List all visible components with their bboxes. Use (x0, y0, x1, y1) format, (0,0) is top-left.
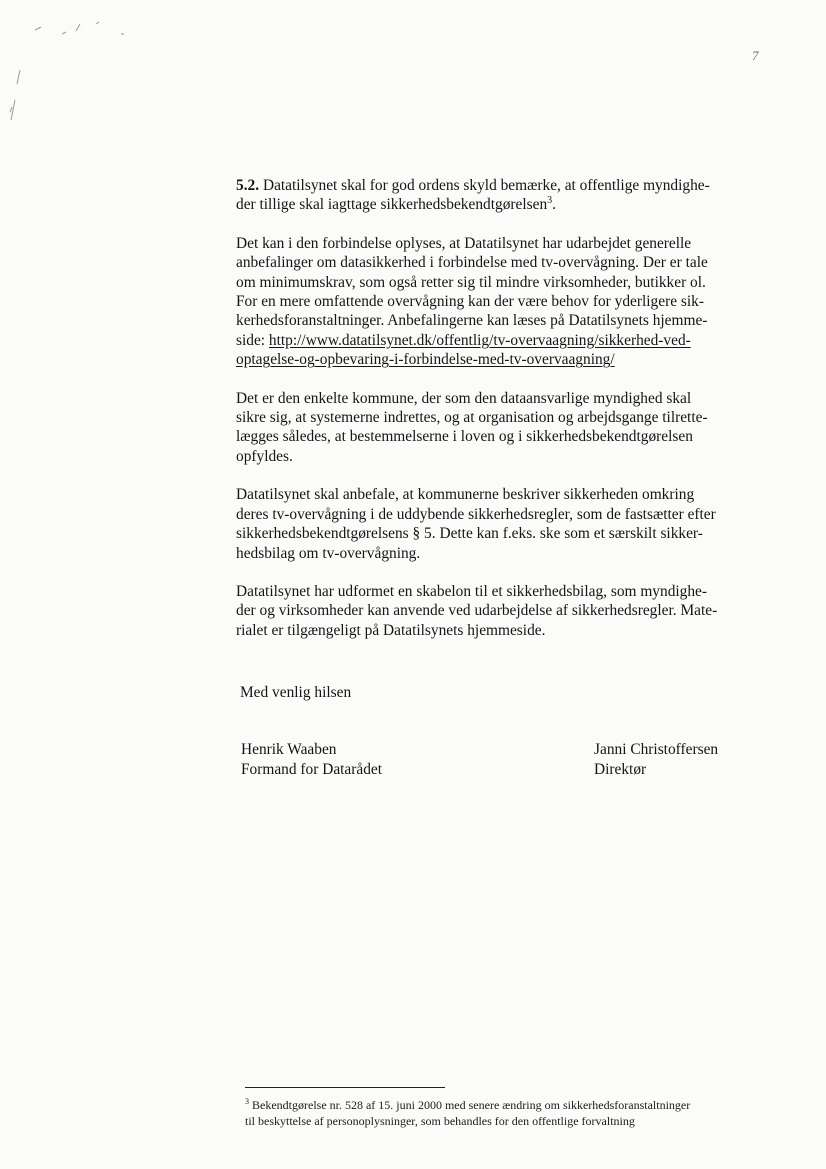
datatilsynet-link-part-2[interactable]: optagelse-og-opbevaring-i-forbindelse-med-tv-overvaagning/ (236, 351, 615, 369)
paragraph-line: sikre sig, at systemerne indrettes, og at organisation og arbejdsgange tilrette- (236, 409, 708, 427)
paragraph-line: rialet er tilgængeligt på Datatilsynets hjemmeside. (236, 621, 546, 639)
section-5-2 (236, 176, 768, 215)
link-line-1 (236, 331, 768, 350)
signatory-right-name: Janni Christoffersen (594, 741, 719, 758)
paragraph-line: Det er den enkelte kommune, der som den dataansvarlige myndighed skal (236, 389, 692, 407)
footnote-divider (245, 1087, 445, 1088)
signatory-left-name: Henrik Waaben (241, 741, 337, 758)
section-number: 5.2. (236, 177, 260, 194)
section-5-2-line-2-text: der tillige skal iagttage sikkerhedsbekendtgørelsen (236, 196, 548, 214)
footnote-reference[interactable]: 3 (547, 195, 553, 207)
paragraph-line: anbefalinger om datasikkerhed i forbindelse med tv-overvågning. Der er tale (236, 254, 708, 272)
datatilsynet-link-part-1[interactable]: http://www.datatilsynet.dk/offentlig/tv-overvaagning/sikkerhed-ved- (268, 331, 691, 349)
signatory-left-title: Formand for Datarådet (241, 761, 383, 778)
section-5-2-line-2 (236, 195, 768, 214)
footnote-marker: 3 (245, 1097, 249, 1106)
paragraph-recommendations (236, 234, 768, 370)
footnote-line-1 (245, 1097, 785, 1113)
paragraph-line: deres tv-overvågning i de uddybende sikkerhedsregler, som de fastsætter efter (236, 505, 716, 523)
scan-marks (0, 0, 826, 140)
paragraph-line: kerhedsforanstaltninger. Anbefalingerne kan læses på Datatilsynets hjemme- (236, 312, 708, 330)
paragraph-responsibility (236, 389, 768, 467)
paragraph-line: Datatilsynet skal anbefale, at kommunerne beskriver sikkerheden omkring (236, 486, 695, 504)
signatory-right (594, 740, 718, 780)
footnote-line-2: til beskyttelse af personoplysninger, som behandles for den offentlige forvaltning (245, 1114, 635, 1128)
paragraph-line: sikkerhedsbekendtgørelsens § 5. Dette kan f.eks. ske som et særskilt sikker- (236, 525, 703, 543)
paragraph-line: lægges således, at bestemmelserne i loven og i sikkerhedsbekendtgørelsen (236, 428, 693, 446)
paragraph-line: hedsbilag om tv-overvågning. (236, 544, 421, 562)
page-mark: 7 (752, 48, 759, 63)
paragraph-line: Datatilsynet har udformet en skabelon til et sikkerhedsbilag, som myndighe- (236, 582, 708, 600)
section-5-2-period: . (552, 196, 556, 214)
signatory-right-title: Direktør (594, 761, 647, 778)
paragraph-line: der og virksomheder kan anvende ved udarbejdelse af sikkerhedsregler. Mate- (236, 602, 718, 620)
section-5-2-text: Datatilsynet skal for god ordens skyld bemærke, at offentlige myndighe- (262, 177, 710, 194)
paragraph-line: Det kan i den forbindelse oplyses, at Datatilsynet har udarbejdet generelle (236, 234, 692, 252)
footnote (245, 1097, 785, 1129)
signatory-left (241, 740, 382, 780)
paragraph-template (236, 582, 768, 640)
paragraph-line: om minimumskrav, som også retter sig til mindre virksomheder, butikker ol. (236, 273, 706, 291)
section-5-2-line-1 (236, 176, 768, 195)
paragraph-line: opfyldes. (236, 447, 293, 465)
link-prefix: side: (236, 331, 269, 349)
link-line-2 (236, 350, 768, 369)
footnote-text-1: Bekendtgørelse nr. 528 af 15. juni 2000 med senere ændring om sikkerhedsforanstaltninger (252, 1098, 691, 1112)
paragraph-describe-security (236, 485, 768, 563)
closing-greeting: Med venlig hilsen (240, 684, 352, 701)
letter-body (236, 176, 768, 659)
paragraph-line: For en mere omfattende overvågning kan der være behov for yderligere sik- (236, 293, 704, 311)
